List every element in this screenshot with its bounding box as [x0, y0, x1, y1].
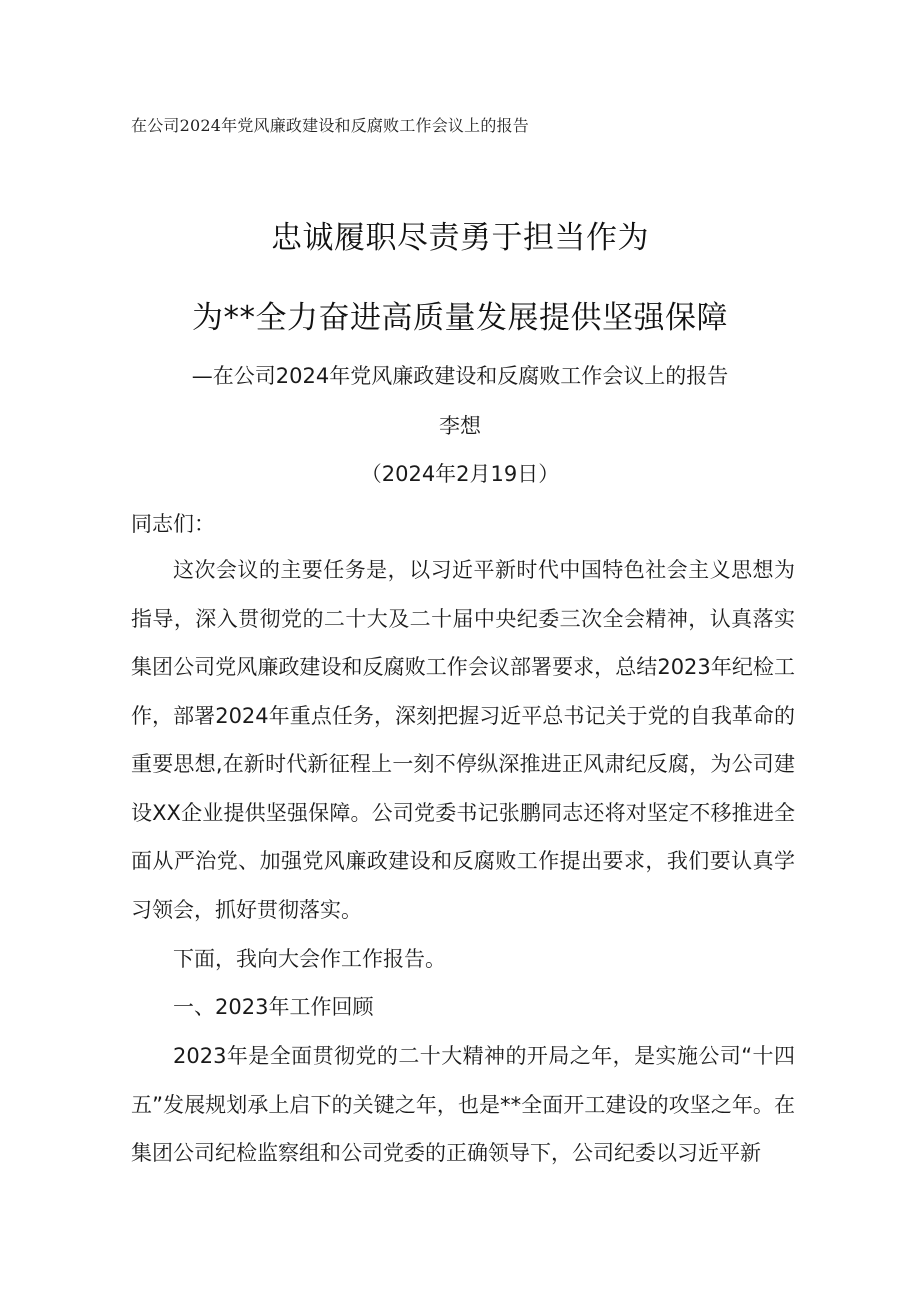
body-paragraph: 2023年是全面贯彻党的二十大精神的开局之年，是实施公司“十四五”发展规划承上启下的关键之年，也是**全面开工建设的攻坚之年。在集团公司纪检监察组和公司党委的正确领导下，公司纪委以习近平新	[131, 1044, 795, 1165]
section-heading: 一、2023年工作回顾	[173, 995, 374, 1019]
title-line-2: 为**全力奋进高质量发展提供坚强保障	[192, 300, 728, 336]
report-date: （2024年2月19日）	[360, 462, 560, 486]
subtitle: —在公司2024年党风廉政建设和反腐败工作会议上的报告	[191, 364, 729, 388]
author: 李想	[439, 414, 481, 438]
running-header: 在公司2024年党风廉政建设和反腐败工作会议上的报告	[131, 116, 529, 135]
body-paragraph: 这次会议的主要任务是，以习近平新时代中国特色社会主义思想为指导，深入贯彻党的二十大及二十届中央纪委三次全会精神，认真落实集团公司党风廉政建设和反腐败工作会议部署要求，总结2023年纪检工作，部署2024年重点任务，深刻把握习近平总书记关于党的自我革命的重要思想,在新时代新征程上一刻不停纵深推进正风肃纪反腐，为公司建设XX企业提供坚强保障。公司党委书记张鹏同志还将对坚定不移推进全面从严治党、加强党风廉政建设和反腐败工作提出要求，我们要认真学习领会，抓好贯彻落实。	[131, 558, 795, 922]
title-line-1: 忠诚履职尽责勇于担当作为	[271, 220, 649, 256]
body-paragraph: 下面，我向大会作工作报告。	[173, 947, 446, 971]
salutation: 同志们：	[131, 512, 215, 536]
